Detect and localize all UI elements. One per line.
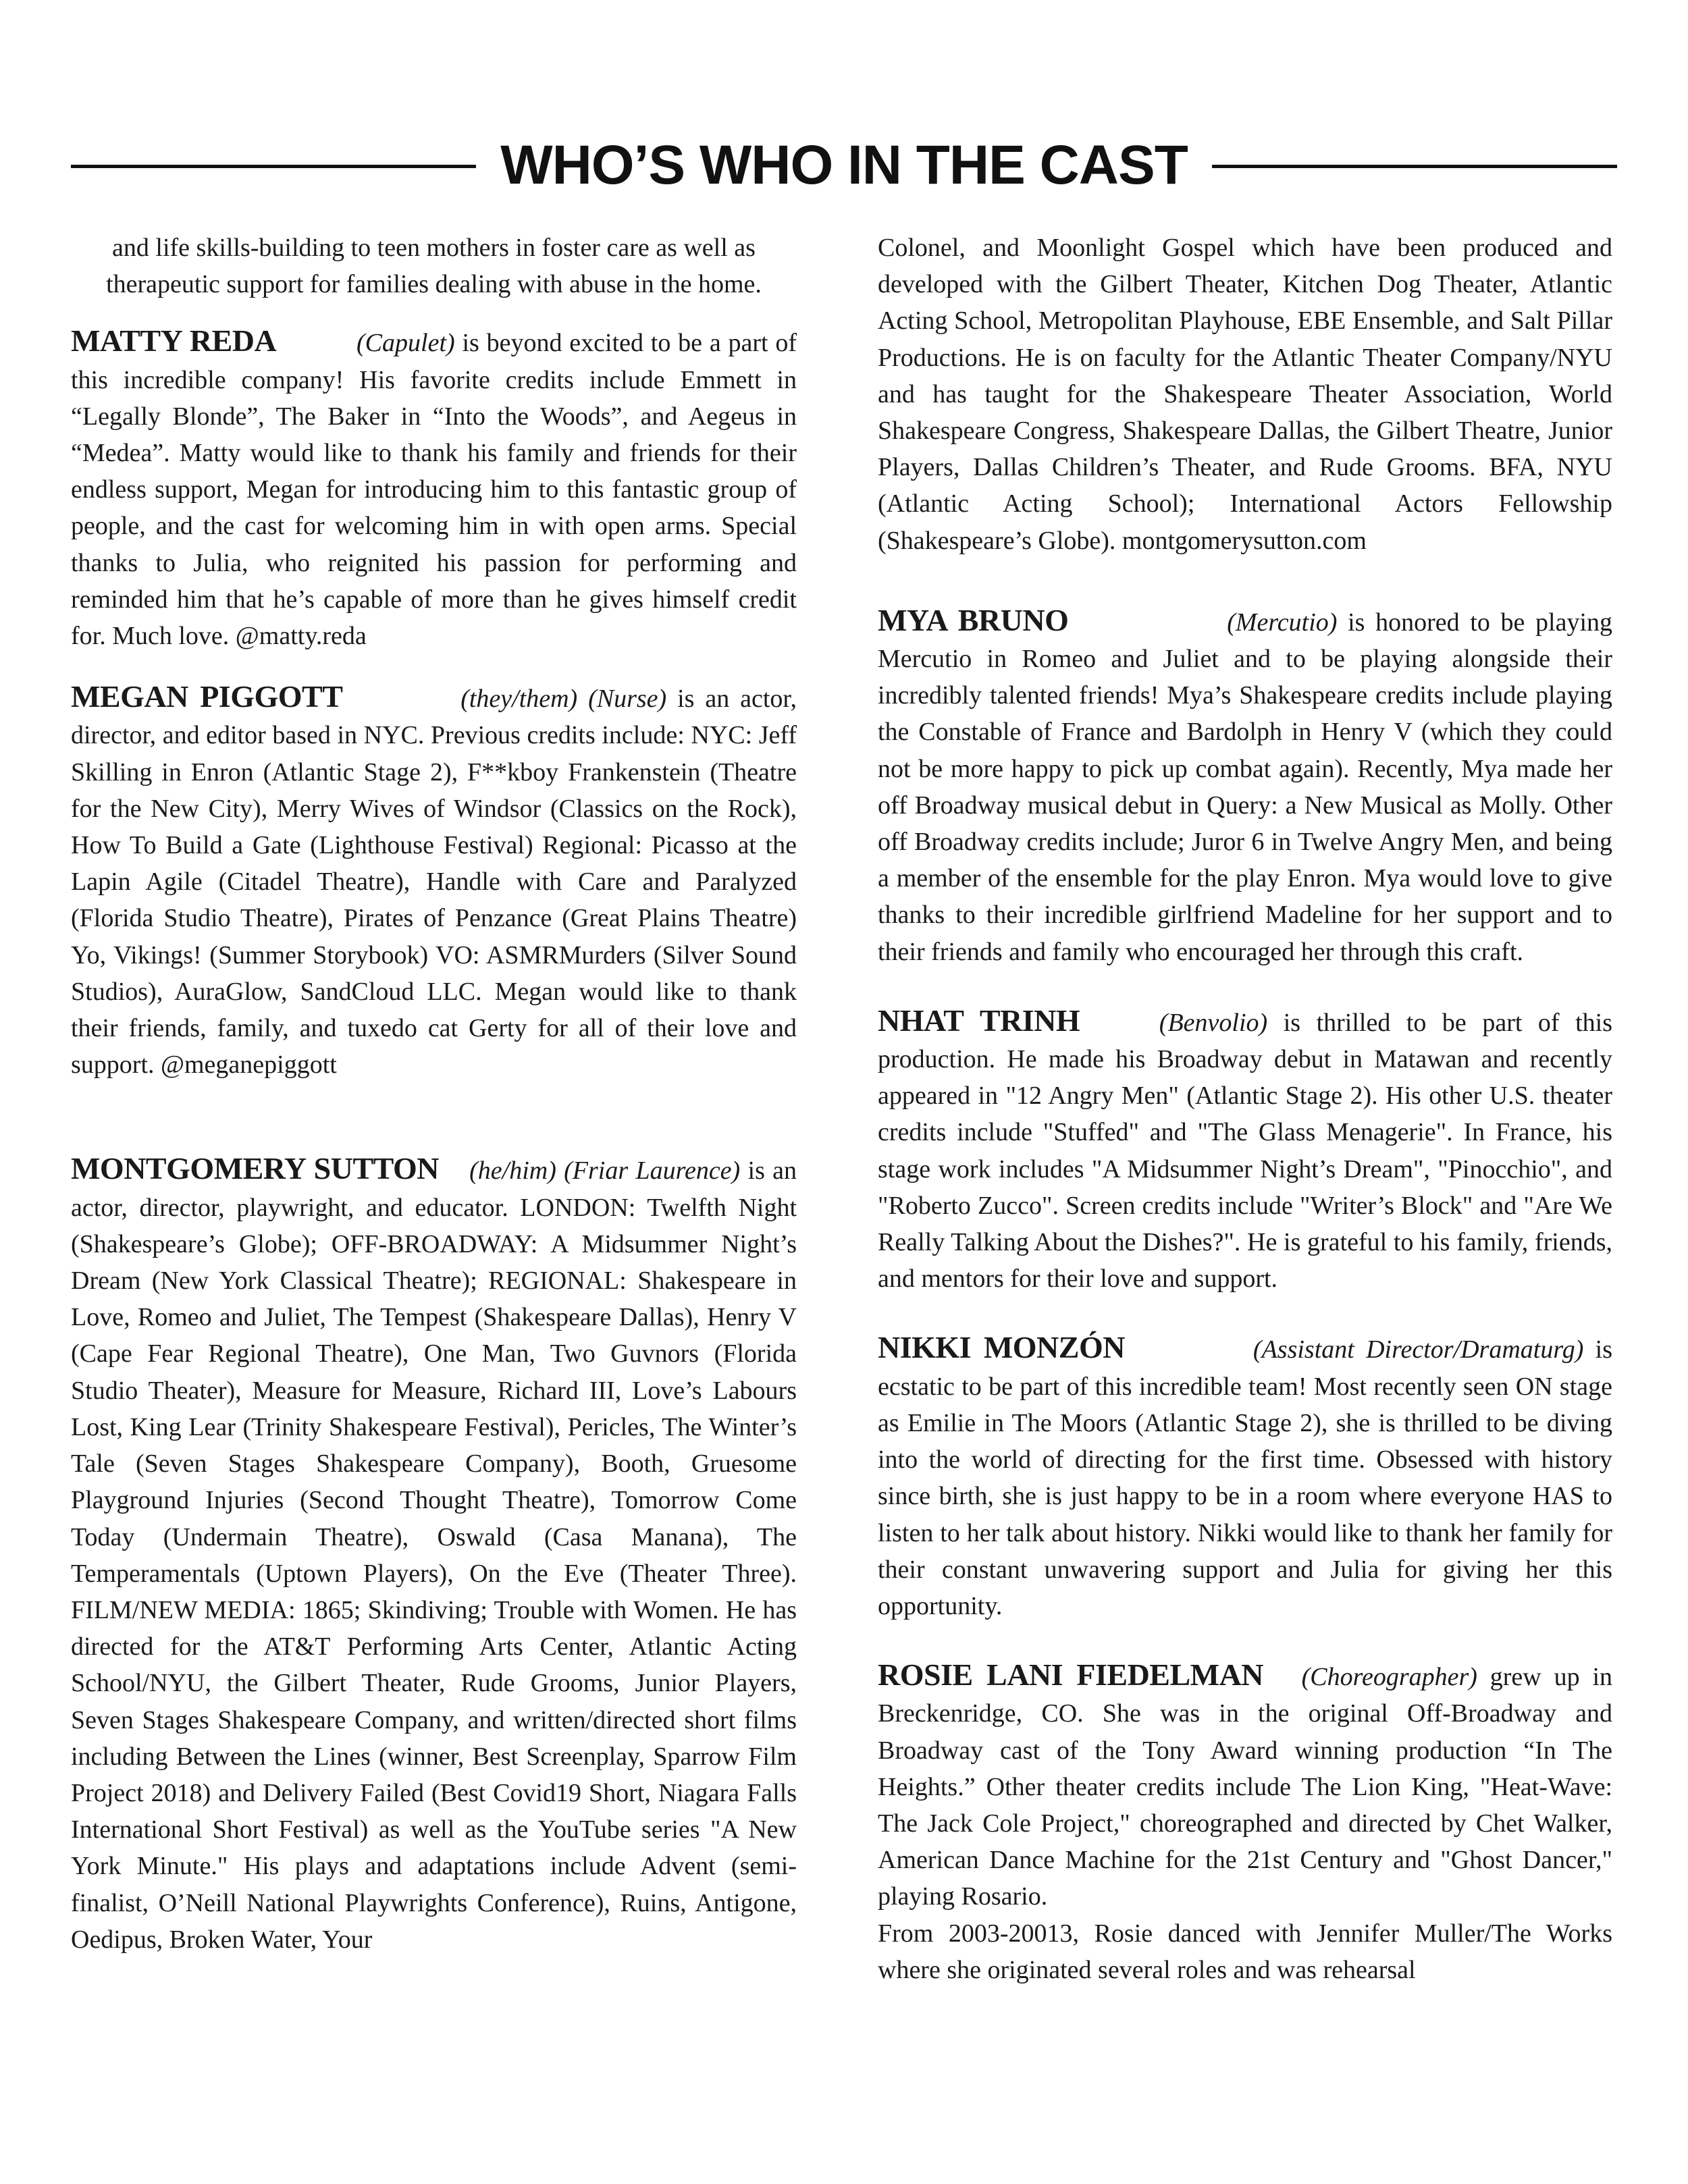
cast-name: NHAT TRINH <box>878 1003 1080 1038</box>
bio-rosie-lani-fiedelman <box>878 1657 1612 1915</box>
bio-nhat-trinh <box>878 1003 1612 1298</box>
cast-role: (Mercutio) <box>1227 608 1338 637</box>
continued-bio-text: and life skills-building to teen mothers in foster care as well as therapeutic support for families dealing with abuse in the home. <box>106 234 762 299</box>
cast-role: (Choreographer) <box>1301 1663 1477 1692</box>
cast-name: MATTY REDA <box>71 323 277 358</box>
bio-text: grew up in Breckenridge, CO. She was in the original Off-Broadway and Broadway cast of the Tony Award winning production “In The Heights.” Other theater credits include The Lion King, "Heat-Wave: The Jack Cole Project," choreographed and directed by Chet Walker, American Dance Machine for the 21st Century and "Ghost Dancer," playing Rosario. <box>878 1663 1613 1911</box>
bio-text: is beyond excited to be a part of this incredible company! His favorite credits include Emmett in “Legally Blonde”, The Baker in “Into the Woods”, and Aegeus in “Medea”. Matty would like to thank his family and friends for their endless support, Megan for introducing him to this fantastic group of people, and the cast for welcoming him in with open arms. Special thanks to Julia, who reignited his passion for performing and reminded him that he’s capable of more than he gives himself credit for. Much love. @matty.reda <box>71 329 797 651</box>
cast-name: MEGAN PIGGOTT <box>71 679 343 714</box>
bio-text: is honored to be playing Mercutio in Romeo and Juliet and to be playing alongside their incredibly talented friends! Mya’s Shakespeare credits include playing the Constable of France and Bardolph in Henry V (which they could not be more happy to pick up combat again). Recently, Mya made her off Broadway musical debut in Query: a New Musical as Molly. Other off Broadway credits include; Juror 6 in Twelve Angry Men, and being a member of the ensemble for the play Enron. Mya would love to give thanks to their incredible girlfriend Madeline for her support and to their friends and family who encouraged her through this craft. <box>878 608 1613 966</box>
bio-mya-bruno <box>878 602 1612 970</box>
section-header <box>71 128 1617 203</box>
bio-nikki-monzon <box>878 1329 1612 1624</box>
bio-text-continued: From 2003-20013, Rosie danced with Jennifer Muller/The Works where she originated several roles and was rehearsal <box>878 1919 1612 1984</box>
header-rule-right <box>1212 165 1617 168</box>
bio-text: is an actor, director, and editor based in NYC. Previous credits include: NYC: Jeff Skilling in Enron (Atlantic Stage 2), F**kboy Frankenstein (Theatre for the New City), Merry Wives of Windsor (Classics on the Rock), How To Build a Gate (Lighthouse Festival) Regional: Picasso at the Lapin Agile (Citadel Theatre), Handle with Care and Paralyzed (Florida Studio Theatre), Pirates of Penzance (Great Plains Theatre) Yo, Vikings! (Summer Storybook) VO: ASMRMurders (Silver Sound Studios), AuraGlow, SandCloud LLC. Megan would like to thank their friends, family, and tuxedo cat Gerty for all of their love and support. @meganepiggott <box>71 685 797 1080</box>
bio-matty-reda <box>71 323 797 654</box>
bio-megan-piggott <box>71 678 797 1083</box>
cast-role: (he/him) (Friar Laurence) <box>469 1156 741 1186</box>
cast-role: (they/them) (Nurse) <box>460 685 667 714</box>
page-title: WHO’S WHO IN THE CAST <box>500 134 1188 196</box>
bio-montgomery-sutton <box>71 1150 797 1957</box>
bio-text: is thrilled to be part of this production. He made his Broadway debut in Matawan and recently appeared in "12 Angry Men" (Atlantic Stage 2). His other U.S. theater credits include "Stuffed" and "The Glass Menagerie". In France, his stage work includes "A Midsummer Night’s Dream", "Pinocchio", and "Roberto Zucco". Screen credits include "Writer’s Block" and "Are We Really Talking About the Dishes?". He is grateful to his family, friends, and mentors for their love and support. <box>878 1008 1613 1294</box>
right-column <box>878 230 1612 1988</box>
cast-name: MONTGOMERY SUTTON <box>71 1151 439 1186</box>
cast-role: (Benvolio) <box>1159 1008 1268 1037</box>
cast-name: MYA BRUNO <box>878 602 1069 637</box>
cast-name: ROSIE LANI FIEDELMAN <box>878 1657 1264 1693</box>
continued-bio-text: Colonel, and Moonlight Gospel which have been produced and developed with the Gilbert Theater, Kitchen Dog Theater, Atlantic Acting School, Metropolitan Playhouse, EBE Ensemble, and Salt Pillar Productions. He is on faculty for the Atlantic Theater Company/NYU and has taught for the Shakespeare Theater Association, World Shakespeare Congress, Shakespeare Dallas, the Gilbert Theatre, Junior Players, Dallas Children’s Theater, and Rude Grooms. BFA, NYU (Atlantic Acting School); International Actors Fellowship (Shakespeare’s Globe). montgomerysutton.com <box>878 234 1612 555</box>
cast-role: (Capulet) <box>357 329 455 358</box>
bio-text: is ecstatic to be part of this incredible team! Most recently seen ON stage as Emilie in The Moors (Atlantic Stage 2), she is thrilled to be diving into the world of directing for the first time. Obsessed with history since birth, she is just happy to be in a room where everyone HAS to listen to her talk about history. Nikki would like to thank her family for their constant unwavering support and Julia for giving her this opportunity. <box>878 1335 1613 1620</box>
left-column <box>71 230 797 1958</box>
bio-text: is an actor, director, playwright, and educator. LONDON: Twelfth Night (Shakespeare’s Globe); OFF-BROADWAY: A Midsummer Night’s Dream (New York Classical Theatre); REGIONAL: Shakespeare in Love, Romeo and Juliet, The Tempest (Shakespeare Dallas), Henry V (Cape Fear Regional Theatre), One Man, Two Guvnors (Florida Studio Theater), Measure for Measure, Richard III, Love’s Labours Lost, King Lear (Trinity Shakespeare Festival), Pericles, The Winter’s Tale (Seven Stages Shakespeare Company), Booth, Gruesome Playground Injuries (Second Thought Theatre), Tomorrow Come Today (Undermain Theatre), Oswald (Casa Manana), The Temperamentals (Uptown Players), On the Eve (Theater Three). FILM/NEW MEDIA: 1865; Skindiving; Trouble with Women. He has directed for the AT&T Performing Arts Center, Atlantic Acting School/NYU, the Gilbert Theater, Rude Grooms, Junior Players, Seven Stages Shakespeare Company, and written/directed short films including Between the Lines (winner, Best Screenplay, Sparrow Film Project 2018) and Delivery Failed (Best Covid19 Short, Niagara Falls International Short Festival) as well as the YouTube series "A New York Minute." His plays and adaptations include Advent (semi-finalist, O’Neill National Playwrights Conference), Ruins, Antigone, Oedipus, Broken Water, Your <box>71 1156 797 1954</box>
cast-role: (Assistant Director/Dramaturg) <box>1252 1335 1584 1364</box>
cast-name: NIKKI MONZÓN <box>878 1330 1125 1365</box>
